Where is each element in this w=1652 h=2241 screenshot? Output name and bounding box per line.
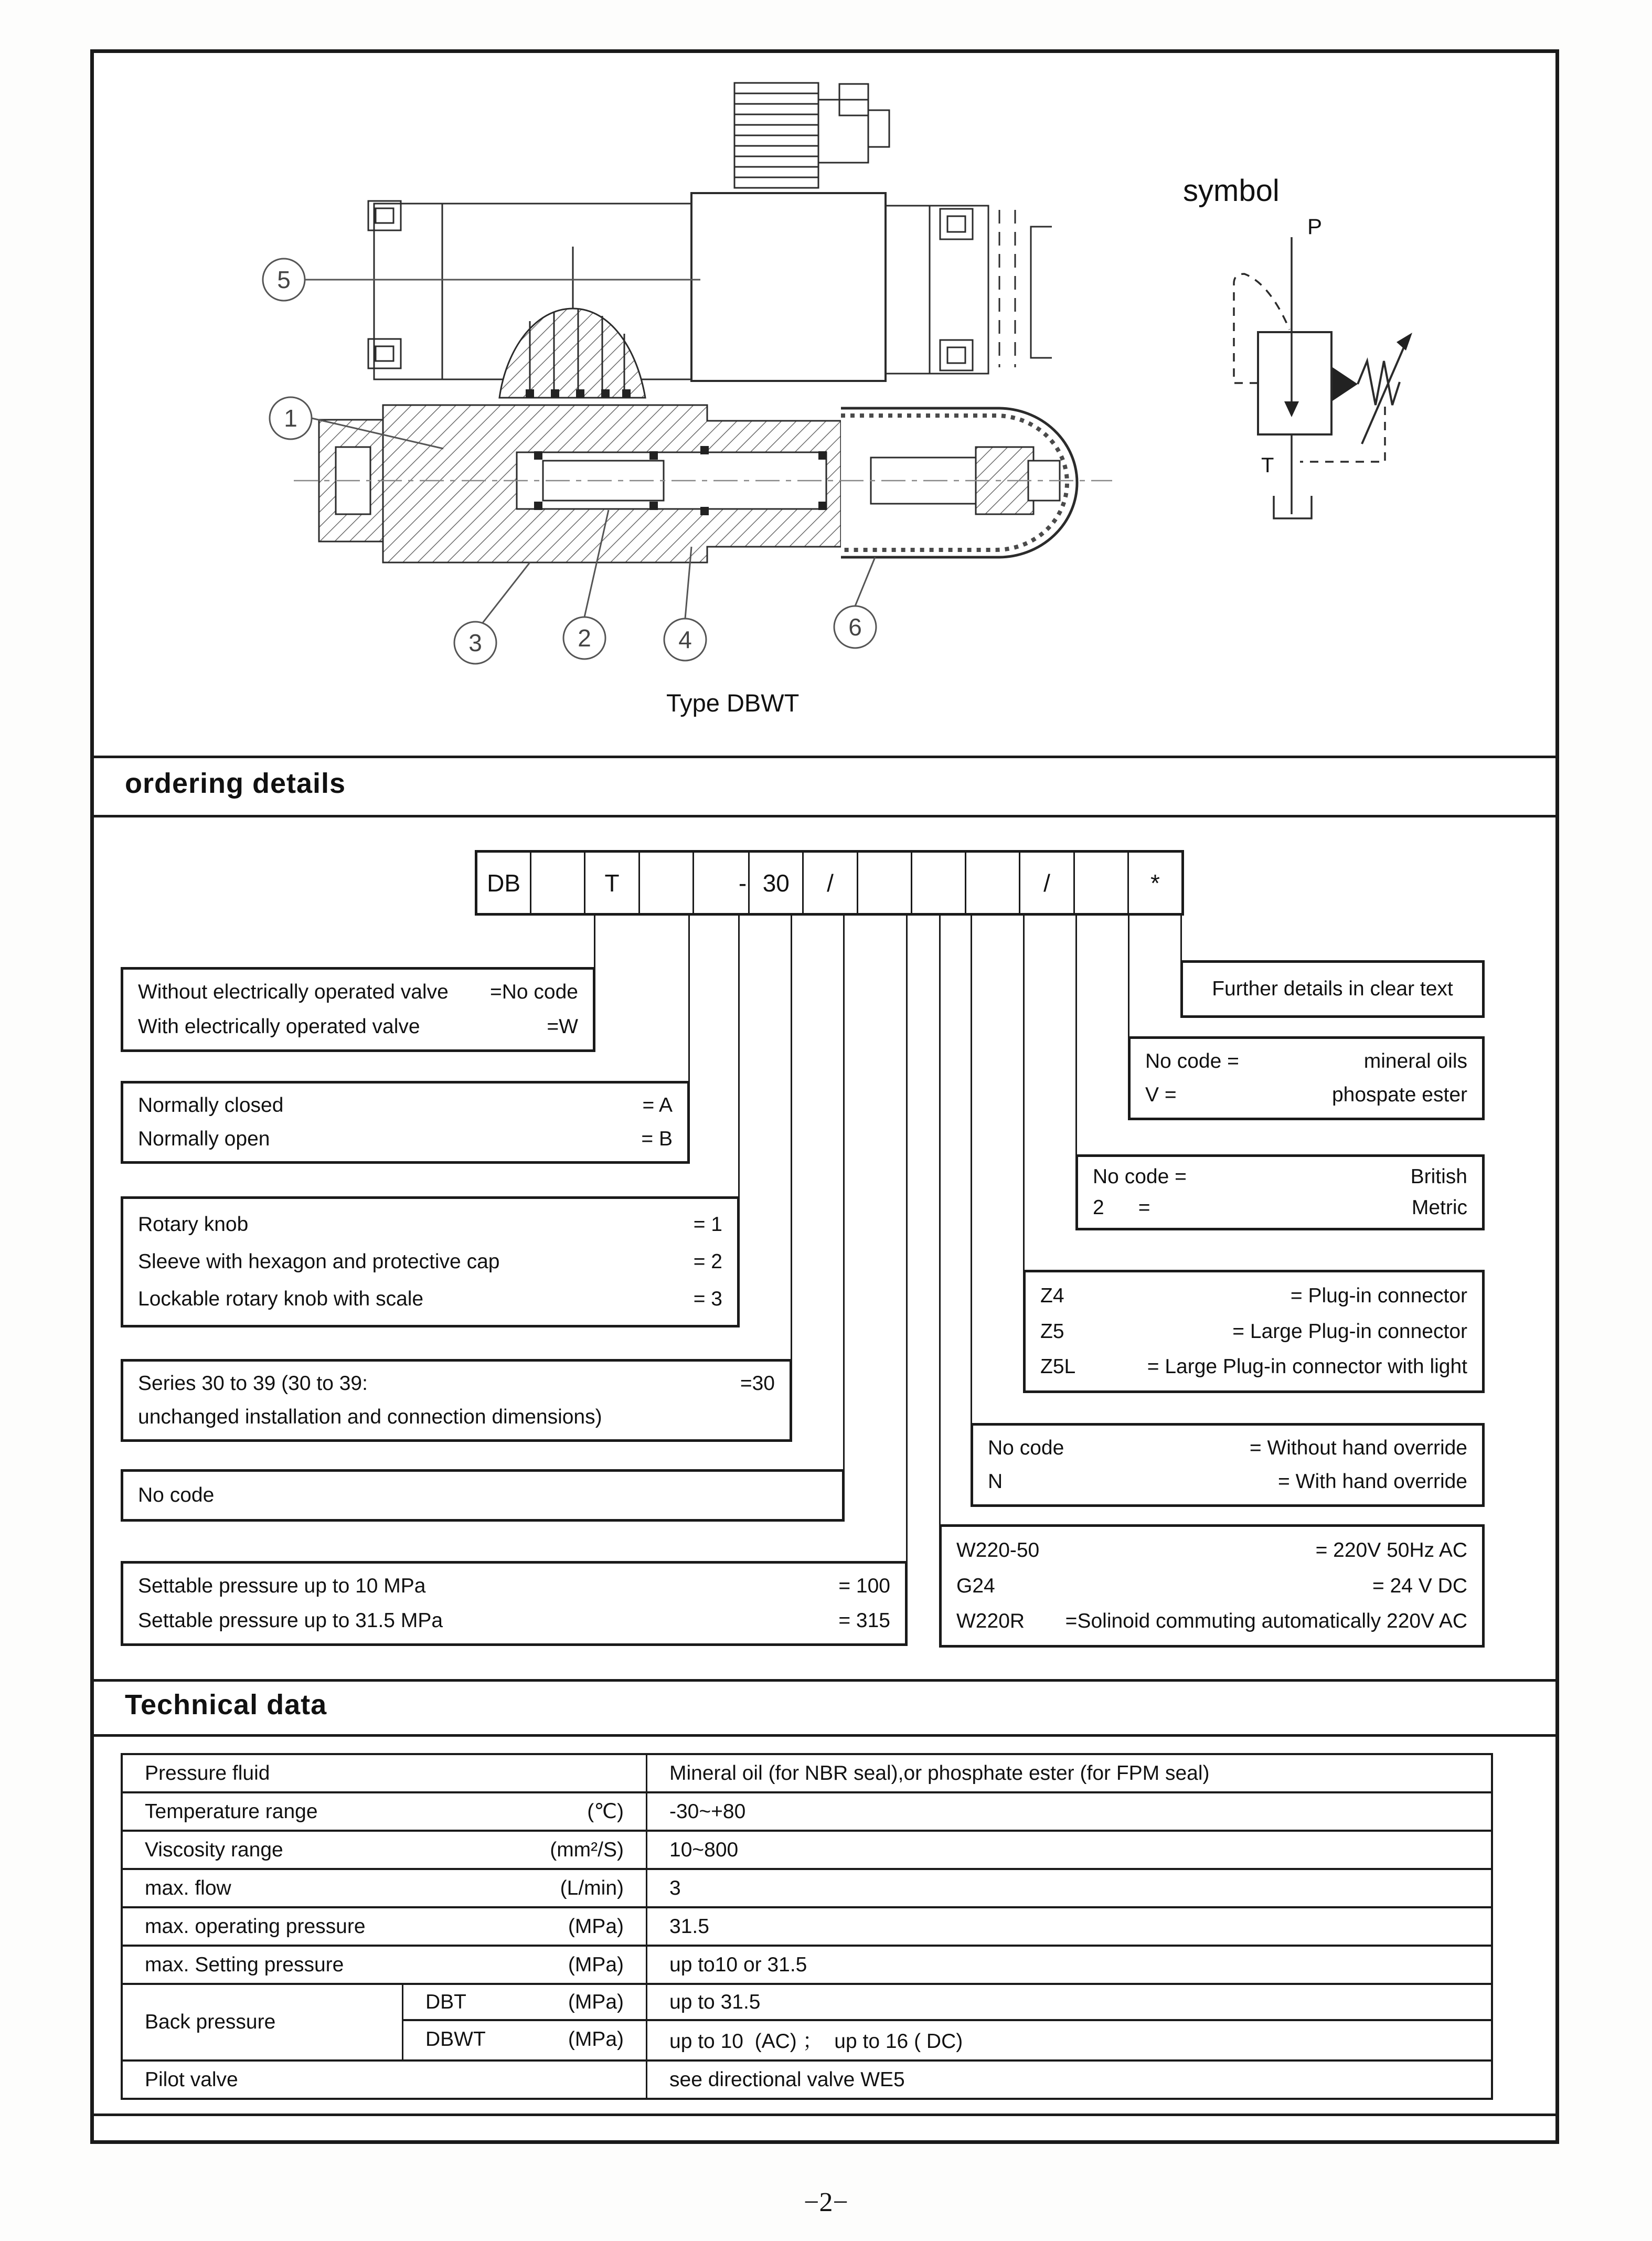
connector-line bbox=[939, 915, 941, 1524]
param-label: max. flow bbox=[145, 1876, 231, 1899]
option-label: No code bbox=[138, 1484, 215, 1506]
option-code: =W bbox=[547, 1015, 578, 1038]
option-label: G24 bbox=[956, 1574, 995, 1597]
code-cell bbox=[858, 853, 912, 913]
option-label: Settable pressure up to 10 MPa bbox=[138, 1575, 426, 1598]
option-code: = 100 bbox=[838, 1575, 890, 1598]
param-value: -30~+80 bbox=[669, 1800, 746, 1823]
connector-line bbox=[791, 915, 792, 1359]
connector-line bbox=[594, 915, 595, 967]
connector-line bbox=[1128, 915, 1129, 1036]
option-label: Z4 bbox=[1040, 1284, 1064, 1308]
option-code: =30 bbox=[740, 1372, 775, 1395]
param-unit: (MPa) bbox=[568, 1915, 624, 1938]
balloon-number: 4 bbox=[678, 626, 692, 653]
code-cell bbox=[966, 853, 1020, 913]
connector-line bbox=[906, 915, 908, 1561]
param-value: 31.5 bbox=[669, 1915, 709, 1938]
option-code: = 220V 50Hz AC bbox=[1315, 1539, 1467, 1562]
option-label: Z5 bbox=[1040, 1320, 1064, 1343]
connector-line bbox=[688, 915, 690, 1081]
option-label: N bbox=[988, 1470, 1003, 1493]
option-label: No code = bbox=[1145, 1049, 1239, 1072]
option-label: W220R bbox=[956, 1609, 1025, 1632]
valve-cross-section-drawing bbox=[0, 0, 1652, 761]
hydraulic-symbol bbox=[1183, 174, 1412, 518]
option-code: phospate ester bbox=[1331, 1084, 1467, 1107]
option-code: = With hand override bbox=[1278, 1470, 1467, 1493]
option-box-adjustment bbox=[121, 1196, 740, 1327]
option-box-voltage bbox=[939, 1524, 1485, 1648]
table-row bbox=[123, 2062, 1491, 2098]
option-code: mineral oils bbox=[1363, 1049, 1467, 1072]
option-label: Without electrically operated valve bbox=[138, 981, 449, 1004]
option-code: =No code bbox=[489, 981, 578, 1004]
code-cell: / bbox=[804, 853, 858, 913]
connector-line bbox=[1180, 915, 1182, 960]
option-label: Series 30 to 39 (30 to 39: bbox=[138, 1372, 368, 1395]
option-code: = 315 bbox=[838, 1609, 890, 1632]
param-value: see directional valve WE5 bbox=[669, 2068, 905, 2091]
option-label: Lockable rotary knob with scale bbox=[138, 1288, 424, 1310]
divider bbox=[94, 756, 1555, 758]
param-value: up to 10 (AC) ； up to 16 ( DC) bbox=[669, 2030, 963, 2053]
param-value: up to10 or 31.5 bbox=[669, 1953, 807, 1976]
option-label: Sleeve with hexagon and protective cap bbox=[138, 1250, 500, 1273]
technical-data-heading: Technical data bbox=[125, 1689, 327, 1720]
table-row bbox=[123, 1947, 1491, 1985]
solenoid-assembly bbox=[368, 83, 1052, 381]
code-cell: DB bbox=[477, 853, 531, 913]
code-cell: 30 bbox=[750, 853, 804, 913]
param-value: Mineral oil (for NBR seal),or phosphate ester (for FPM seal) bbox=[669, 1761, 1210, 1785]
option-box-nocode bbox=[121, 1469, 845, 1522]
option-code: = 1 bbox=[693, 1213, 722, 1236]
param-unit: (MPa) bbox=[568, 1990, 624, 2013]
divider bbox=[94, 1679, 1555, 1682]
option-label: V = bbox=[1145, 1084, 1177, 1107]
table-row bbox=[123, 1870, 1491, 1908]
table-row bbox=[123, 1755, 1491, 1793]
balloon-number: 6 bbox=[848, 613, 862, 641]
option-label: Settable pressure up to 31.5 MPa bbox=[138, 1609, 443, 1632]
table-row bbox=[123, 1832, 1491, 1870]
option-box-fluid bbox=[1128, 1036, 1485, 1120]
balloon-number: 5 bbox=[277, 266, 291, 293]
option-code: = Without hand override bbox=[1249, 1436, 1467, 1459]
drawing-caption: Type DBWT bbox=[666, 689, 800, 717]
option-code: = Plug-in connector bbox=[1290, 1284, 1467, 1308]
table-row bbox=[123, 1793, 1491, 1832]
valve-body-section bbox=[294, 247, 1112, 562]
table-row-back-pressure bbox=[123, 1985, 1491, 2062]
option-box-electrical bbox=[121, 967, 595, 1052]
symbol-label: symbol bbox=[1183, 174, 1280, 208]
option-box-thread bbox=[1075, 1154, 1485, 1230]
param-label: Viscosity range bbox=[145, 1838, 283, 1861]
divider bbox=[94, 1734, 1555, 1737]
option-label: unchanged installation and connection dimensions) bbox=[138, 1406, 602, 1428]
port-t-label: T bbox=[1261, 454, 1274, 477]
option-code: = 3 bbox=[693, 1288, 722, 1310]
option-label: Further details in clear text bbox=[1212, 978, 1453, 1000]
option-label: W220-50 bbox=[956, 1539, 1040, 1562]
param-value: 3 bbox=[669, 1876, 681, 1899]
option-box-further-details bbox=[1180, 960, 1485, 1018]
option-label: Normally closed bbox=[138, 1094, 284, 1117]
option-code: = B bbox=[641, 1128, 673, 1150]
option-box-series bbox=[121, 1359, 792, 1442]
param-value: 10~800 bbox=[669, 1838, 739, 1861]
code-cell: / bbox=[1020, 853, 1074, 913]
page-number: −2− bbox=[804, 2187, 848, 2217]
connector-line bbox=[971, 915, 972, 1423]
option-code: = 2 bbox=[693, 1250, 722, 1273]
option-label: 2 = bbox=[1093, 1196, 1150, 1219]
technical-data-table bbox=[121, 1753, 1493, 2100]
option-label: No code = bbox=[1093, 1165, 1187, 1188]
option-code: = 24 V DC bbox=[1372, 1574, 1467, 1597]
option-label: No code bbox=[988, 1436, 1064, 1459]
sub-param-label: DBWT bbox=[425, 2027, 486, 2051]
connector-line bbox=[843, 915, 845, 1469]
param-unit: (L/min) bbox=[560, 1876, 624, 1899]
param-label: max. operating pressure bbox=[145, 1915, 366, 1938]
option-code: =Solinoid commuting automatically 220V AC bbox=[1065, 1609, 1467, 1632]
balloon-number: 2 bbox=[578, 624, 591, 652]
option-label: With electrically operated valve bbox=[138, 1015, 420, 1038]
option-box-pressure bbox=[121, 1561, 908, 1646]
param-label: Pilot valve bbox=[145, 2068, 238, 2091]
code-cell bbox=[640, 853, 694, 913]
option-code: = Large Plug-in connector with light bbox=[1147, 1355, 1467, 1378]
param-unit: (mm²/S) bbox=[550, 1838, 624, 1861]
param-label: Back pressure bbox=[145, 2011, 276, 2033]
option-box-connector bbox=[1023, 1270, 1485, 1393]
balloon-number: 3 bbox=[468, 629, 482, 656]
code-cell: T bbox=[585, 853, 640, 913]
param-unit: (MPa) bbox=[568, 1953, 624, 1976]
port-p-label: P bbox=[1307, 214, 1323, 239]
code-cell: * bbox=[1150, 869, 1160, 897]
code-cell bbox=[1075, 853, 1129, 913]
balloon-number: 1 bbox=[284, 405, 297, 432]
param-label: Temperature range bbox=[145, 1800, 318, 1823]
ordering-details-heading: ordering details bbox=[125, 768, 346, 799]
option-code: Metric bbox=[1411, 1196, 1467, 1219]
table-row bbox=[123, 1908, 1491, 1947]
connector-line bbox=[738, 915, 740, 1196]
connector-line bbox=[1075, 915, 1077, 1154]
code-cell: - bbox=[694, 853, 750, 913]
option-code: = Large Plug-in connector bbox=[1232, 1320, 1467, 1343]
code-cell bbox=[912, 853, 966, 913]
sub-param-label: DBT bbox=[425, 1990, 466, 2013]
option-box-normally bbox=[121, 1081, 690, 1164]
code-cell bbox=[531, 853, 585, 913]
divider bbox=[94, 2113, 1555, 2116]
param-value: up to 31.5 bbox=[669, 1990, 761, 2013]
option-label: Z5L bbox=[1040, 1355, 1076, 1378]
param-unit: (MPa) bbox=[568, 2027, 624, 2051]
option-code: British bbox=[1410, 1165, 1467, 1188]
option-box-override bbox=[971, 1423, 1485, 1507]
param-unit: (℃) bbox=[587, 1800, 624, 1823]
connector-line bbox=[1023, 915, 1025, 1270]
option-label: Normally open bbox=[138, 1128, 270, 1150]
divider bbox=[94, 815, 1555, 817]
ordering-code-row bbox=[475, 850, 1184, 916]
option-code: = A bbox=[642, 1094, 673, 1117]
param-label: max. Setting pressure bbox=[145, 1953, 344, 1976]
param-label: Pressure fluid bbox=[145, 1761, 270, 1785]
option-label: Rotary knob bbox=[138, 1213, 249, 1236]
